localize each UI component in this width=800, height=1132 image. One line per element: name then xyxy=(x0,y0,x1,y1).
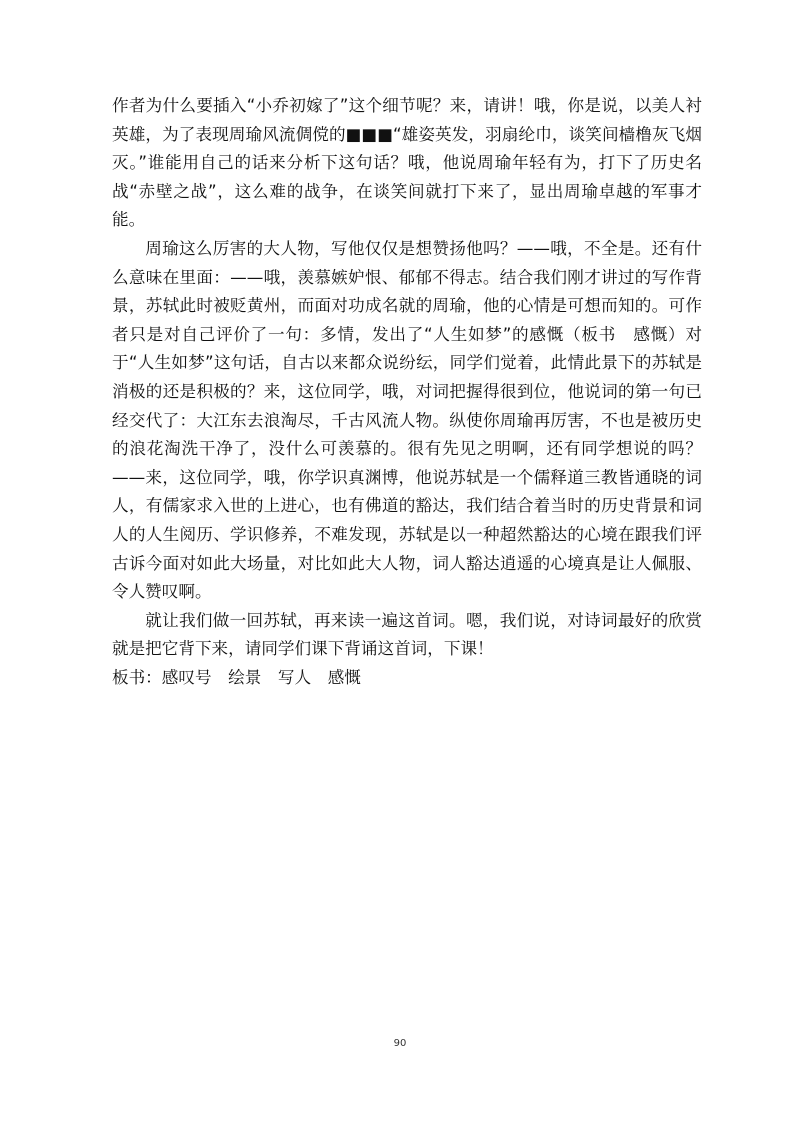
paragraph-1: 作者为什么要插入“小乔初嫁了”这个细节呢？来，请讲！哦，你是说，以美人衬英雄，为了表现周瑜风流倜傥的■■■“雄姿英发，羽扇纶巾，谈笑间樯橹灰飞烟灭。”谁能用自己的话来分析下这句话？哦，他说周瑜年轻有为，打下了历史名战“赤壁之战”，这么难的战争，在谈笑间就打下来了，显出周瑜卓越的军事才能。 xyxy=(112,96,702,230)
page-number: 90 xyxy=(393,1038,407,1049)
board-note: 板书：感叹号 绘景 写人 感慨 xyxy=(112,667,361,687)
paragraph-2: 周瑜这么厉害的大人物，写他仅仅是想赞扬他吗？——哦，不全是。还有什么意味在里面：——哦，羡慕嫉妒恨、郁郁不得志。结合我们刚才讲过的写作背景，苏轼此时被贬黄州，而面对功成名就的周瑜，他的心情是可想而知的。可作者只是对自己评价了一句：多情，发出了“人生如梦”的感慨（板书 感慨）对于“人生如梦”这句话，自古以来都众说纷纭，同学们觉着，此情此景下的苏轼是消极的还是积极的？来，这位同学，哦，对词把握得很到位，他说词的第一句已经交代了：大江东去浪淘尽，千古风流人物。纵使你周瑜再厉害，不也是被历史的浪花淘洗干净了，没什么可羡慕的。很有先见之明啊，还有同学想说的吗？——来，这位同学，哦，你学识真渊博，他说苏轼是一个儒释道三教皆通晓的词人，有儒家求入世的上进心，也有佛道的豁达，我们结合着当时的历史背景和词人的人生阅历、学识修养，不难发现，苏轼是以一种超然豁达的心境在跟我们评古诉今面对如此大场量，对比如此大人物，词人豁达逍遥的心境真是让人佩服、令人赞叹啊。 xyxy=(112,238,702,602)
body-text xyxy=(112,92,702,692)
paragraph-3: 就让我们做一回苏轼，再来读一遍这首词。嗯，我们说，对诗词最好的欣赏就是把它背下来，请同学们课下背诵这首词，下课！ xyxy=(112,610,702,659)
